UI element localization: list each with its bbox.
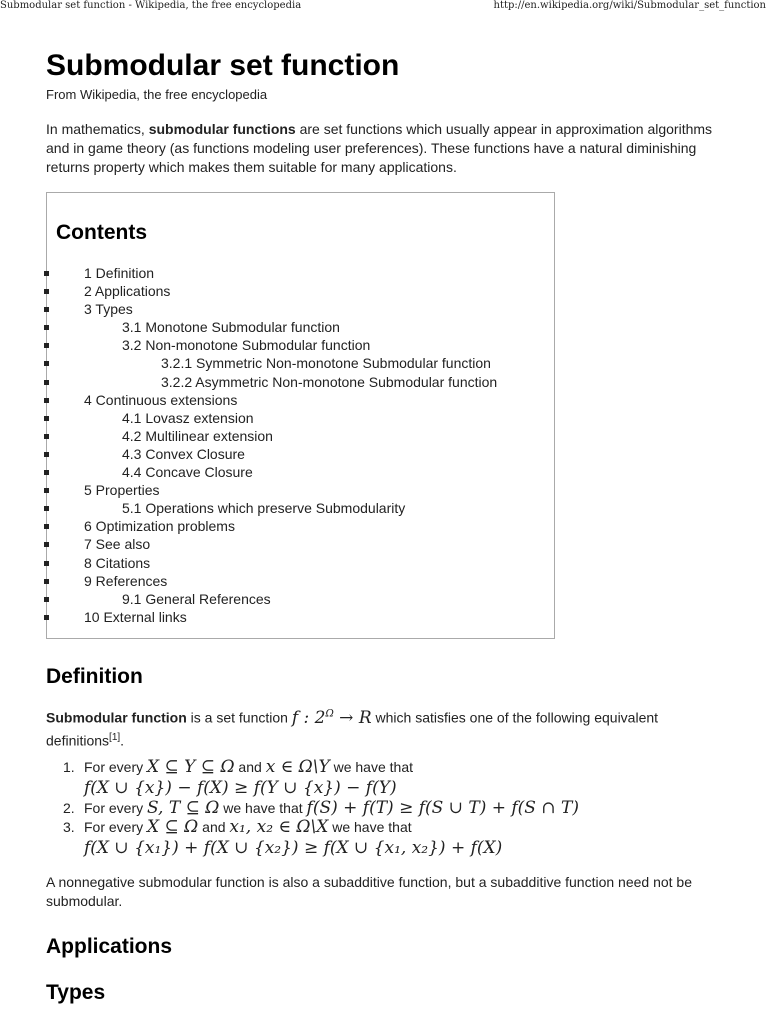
toc-item[interactable]: 5.1 Operations which preserve Submodularity bbox=[56, 499, 544, 517]
toc-item[interactable]: 3 Types bbox=[56, 300, 544, 318]
toc-item[interactable]: 9.1 General References bbox=[56, 590, 544, 608]
section-heading-types: Types bbox=[46, 981, 106, 1005]
definition-lead-end: . bbox=[120, 732, 125, 749]
toc-item[interactable]: 3.2.2 Asymmetric Non-monotone Submodular function bbox=[56, 373, 544, 391]
section-heading-definition: Definition bbox=[46, 664, 143, 688]
intro-text-1: In mathematics, bbox=[46, 121, 149, 137]
definition-item-3 bbox=[46, 818, 726, 859]
toc-item[interactable]: 4.1 Lovasz extension bbox=[56, 409, 544, 427]
print-header bbox=[0, 0, 768, 14]
formula-omega-sup: Ω bbox=[325, 707, 334, 719]
item-formula: f(X ∪ {x₁}) + f(X ∪ {x₂}) ≥ f(X ∪ {x₁, x₂}) + f(X) bbox=[84, 838, 503, 859]
item-number: 2. bbox=[63, 800, 75, 817]
item-text: we have that bbox=[329, 759, 413, 776]
article-content bbox=[46, 46, 726, 1007]
item-math: f(S) + f(T) ≥ f(S ∪ T) + f(S ∩ T) bbox=[306, 798, 579, 819]
page-subtitle: From Wikipedia, the free encyclopedia bbox=[46, 87, 268, 102]
definition-lead-text-1: is a set function bbox=[186, 709, 292, 726]
print-header-title: Submodular set function - Wikipedia, the free encyclopedia bbox=[0, 0, 302, 11]
definition-lead-formula bbox=[292, 708, 372, 728]
toc-item[interactable]: 9 References bbox=[56, 572, 544, 590]
item-text: For every bbox=[84, 759, 148, 776]
item-math: X ⊆ Y ⊆ Ω bbox=[147, 757, 235, 778]
item-text: For every bbox=[84, 800, 148, 817]
item-number: 1. bbox=[63, 759, 75, 776]
item-text: we have that bbox=[328, 819, 412, 836]
definition-lead bbox=[46, 704, 726, 750]
item-text: we have that bbox=[219, 800, 307, 817]
definition-after-paragraph: A nonnegative submodular function is also a subadditive function, but a subadditive function need not be submodular. bbox=[46, 874, 693, 910]
formula-f-2: f : 2 bbox=[291, 707, 326, 728]
toc-item[interactable]: 5 Properties bbox=[56, 481, 544, 499]
item-number: 3. bbox=[63, 819, 75, 836]
intro-paragraph bbox=[46, 120, 726, 177]
formula-to-r: → R bbox=[333, 707, 372, 728]
toc-item[interactable]: 4 Continuous extensions bbox=[56, 391, 544, 409]
toc-item[interactable]: 1 Definition bbox=[56, 264, 544, 282]
toc-item[interactable]: 2 Applications bbox=[56, 282, 544, 300]
definition-item-1 bbox=[46, 758, 726, 799]
item-math: x ∈ Ω\Y bbox=[265, 757, 330, 778]
item-math: x₁, x₂ ∈ Ω\X bbox=[229, 817, 329, 838]
toc-item[interactable]: 6 Optimization problems bbox=[56, 517, 544, 535]
definition-item-2 bbox=[46, 799, 726, 818]
item-math: X ⊆ Ω bbox=[147, 817, 199, 838]
item-math: S, T ⊆ Ω bbox=[147, 798, 220, 819]
toc-item[interactable]: 3.1 Monotone Submodular function bbox=[56, 318, 544, 336]
item-text: For every bbox=[84, 819, 148, 836]
definition-list bbox=[46, 758, 726, 859]
citation-link[interactable]: [1] bbox=[109, 731, 121, 743]
definition-bold-term: Submodular function bbox=[46, 709, 187, 726]
item-text: and bbox=[234, 759, 266, 776]
toc-item[interactable]: 8 Citations bbox=[56, 554, 544, 572]
toc-item[interactable]: 7 See also bbox=[56, 535, 544, 553]
toc-item[interactable]: 3.2 Non-monotone Submodular function bbox=[56, 336, 544, 354]
toc-item[interactable]: 4.2 Multilinear extension bbox=[56, 427, 544, 445]
toc-item[interactable]: 4.3 Convex Closure bbox=[56, 445, 544, 463]
toc-item[interactable]: 4.4 Concave Closure bbox=[56, 463, 544, 481]
toc-heading: Contents bbox=[56, 221, 147, 244]
page-title: Submodular set function bbox=[46, 49, 400, 82]
print-header-url: http://en.wikipedia.org/wiki/Submodular_set_function bbox=[493, 0, 766, 11]
table-of-contents bbox=[46, 192, 555, 639]
definition-lead-text-2: which satisfies one of the following equivalent definitions bbox=[46, 709, 659, 749]
section-heading-applications: Applications bbox=[46, 935, 173, 959]
item-formula: f(X ∪ {x}) − f(X) ≥ f(Y ∪ {x}) − f(Y) bbox=[84, 778, 397, 799]
intro-bold-term: submodular functions bbox=[148, 121, 296, 137]
toc-item[interactable]: 3.2.1 Symmetric Non-monotone Submodular function bbox=[56, 354, 544, 372]
intro-text-2: are set functions which usually appear in approximation algorithms and in game theory (as functions modeling user preferences). These functions have a natural diminishing returns property which makes them suitable for many applications. bbox=[46, 121, 713, 175]
item-text: and bbox=[198, 819, 230, 836]
toc-list bbox=[56, 264, 544, 626]
toc-item[interactable]: 10 External links bbox=[56, 608, 544, 626]
